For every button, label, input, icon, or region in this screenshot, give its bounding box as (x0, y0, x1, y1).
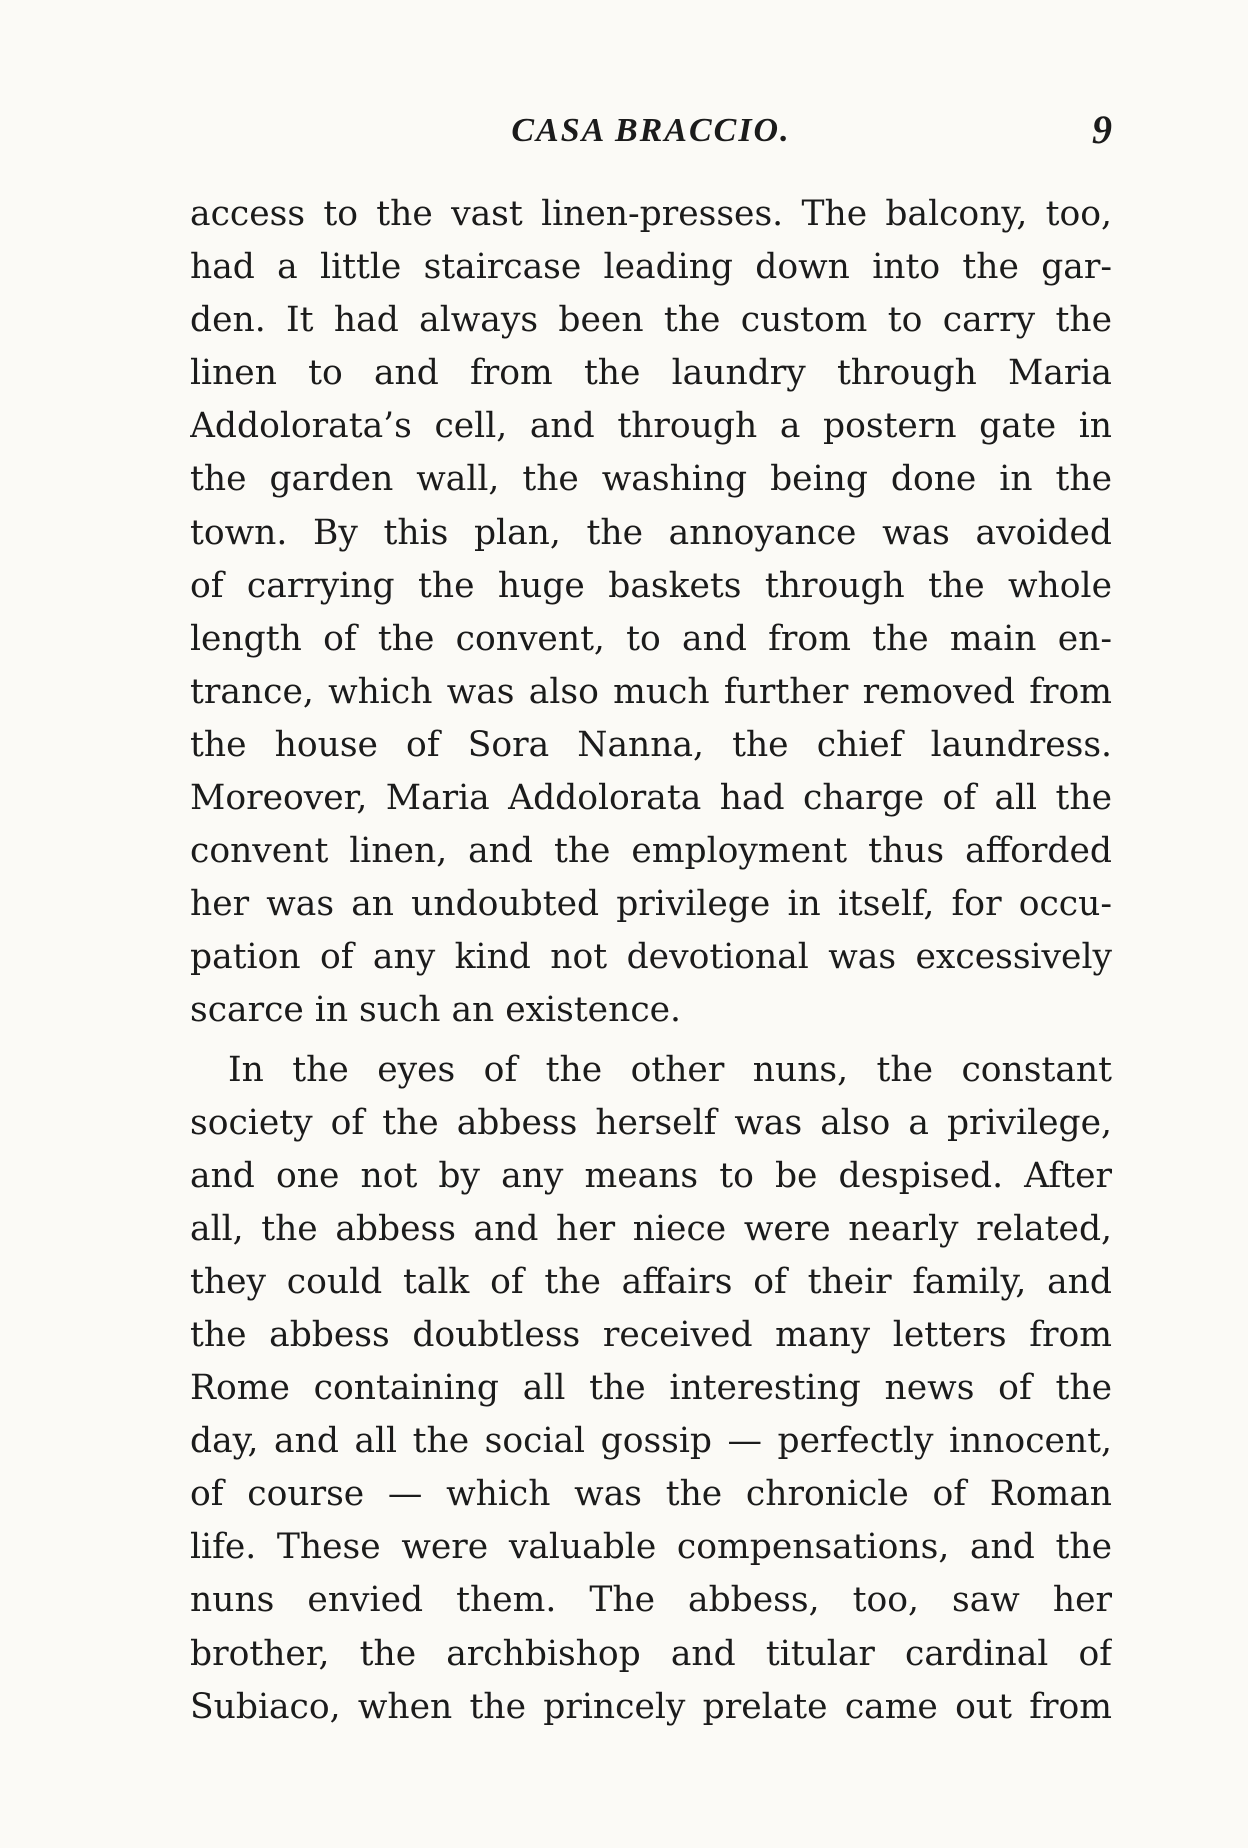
text-line: the house of Sora Nanna, the chief laundress. (190, 724, 1112, 765)
text-line: the garden wall, the washing being done in the (190, 459, 1112, 500)
text-line: trance, which was also much further removed from (190, 671, 1112, 712)
paragraph (190, 1044, 1112, 1734)
text-line: Moreover, Maria Addolorata had charge of all the (190, 778, 1112, 819)
text-line: Subiaco, when the princely prelate came out from (190, 1686, 1112, 1727)
text-line: town. By this plan, the annoyance was avoided (190, 512, 1112, 553)
running-title: CASA BRACCIO. (511, 112, 791, 149)
text-line: the abbess doubtless received many letters from (190, 1314, 1112, 1355)
text-line: pation of any kind not devotional was excessively (190, 937, 1112, 978)
page-header (190, 107, 1112, 162)
text-line: linen to and from the laundry through Maria (190, 353, 1112, 394)
text-line: of carrying the huge baskets through the whole (190, 565, 1112, 606)
body-text (190, 188, 1112, 1734)
text-line: Addolorata’s cell, and through a postern gate in (190, 406, 1112, 447)
text-line: den. It had always been the custom to carry the (190, 300, 1112, 341)
text-line: length of the convent, to and from the main en- (190, 618, 1112, 659)
text-line: Rome containing all the interesting news of the (190, 1368, 1112, 1409)
text-line: her was an undoubted privilege in itself, for occu- (190, 884, 1112, 925)
page-number: 9 (1092, 107, 1112, 152)
text-line: all, the abbess and her niece were nearly related, (190, 1208, 1112, 1249)
text-line: and one not by any means to be despised. After (190, 1155, 1112, 1196)
text-line: convent linen, and the employment thus afforded (190, 831, 1112, 872)
text-line: brother, the archbishop and titular cardinal of (190, 1633, 1112, 1674)
text-line: access to the vast linen-presses. The balcony, too, (190, 194, 1112, 234)
text-line: scarce in such an existence. (190, 990, 682, 1031)
text-line: day, and all the social gossip — perfectly innocent, (190, 1421, 1112, 1462)
text-line: life. These were valuable compensations, and the (190, 1527, 1112, 1568)
text-line: nuns envied them. The abbess, too, saw her (190, 1580, 1112, 1621)
text-line: In the eyes of the other nuns, the constant (228, 1049, 1112, 1090)
text-line: had a little staircase leading down into the gar- (190, 247, 1112, 288)
text-line: of course — which was the chronicle of Roman (190, 1474, 1112, 1515)
text-line: society of the abbess herself was also a privilege, (190, 1102, 1112, 1143)
text-line: they could talk of the affairs of their family, and (190, 1261, 1112, 1302)
paragraph (190, 188, 1112, 1038)
